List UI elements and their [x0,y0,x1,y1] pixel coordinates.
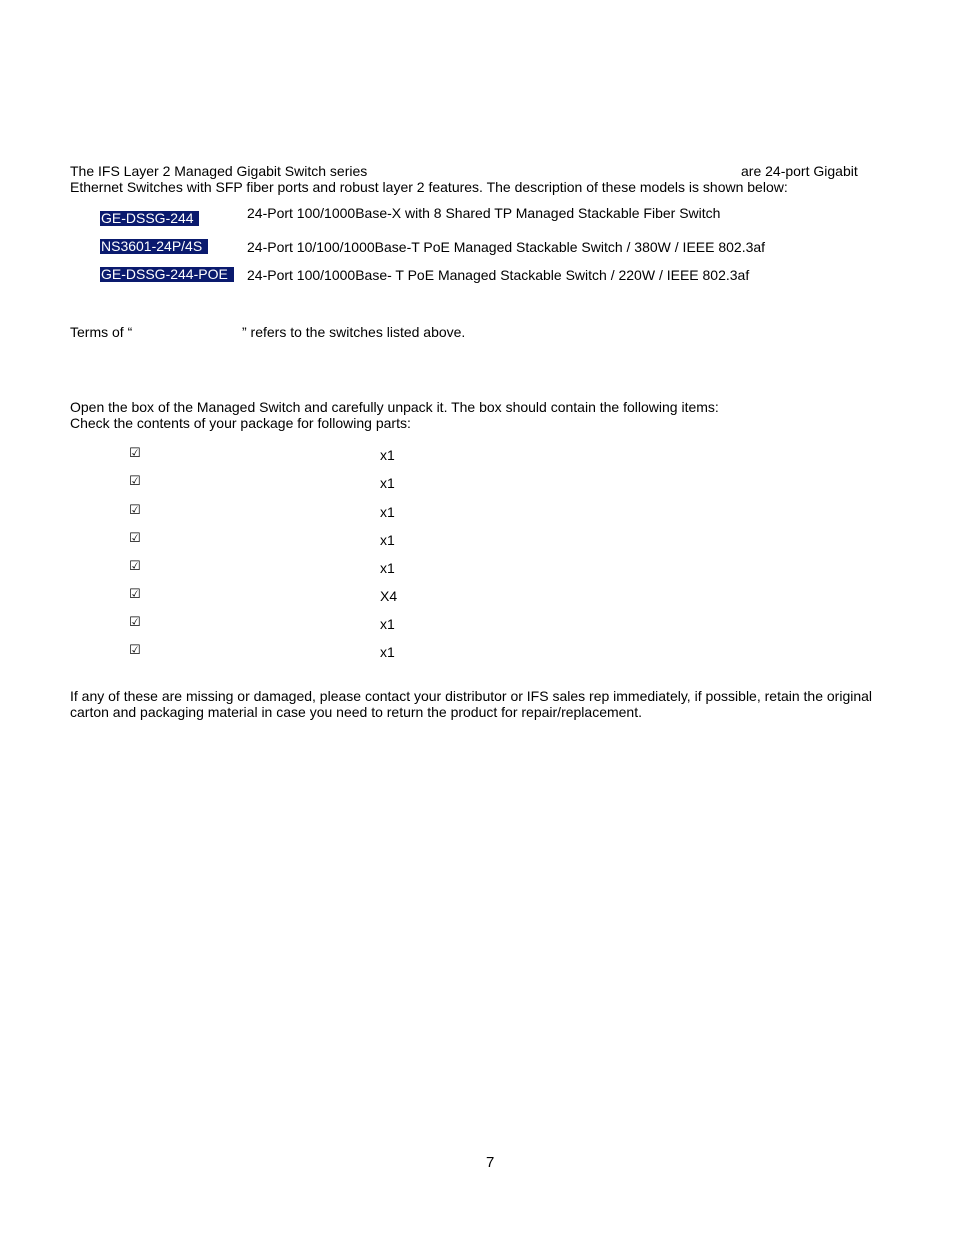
model-description-2: 24-Port 10/100/1000Base-T PoE Managed Stackable Switch / 380W / IEEE 802.3af [247,239,766,255]
intro-line1-left: The IFS Layer 2 Managed Gigabit Switch series [70,163,368,179]
package-line2: Check the contents of your package for following parts: [70,415,411,431]
package-quantity-2: x1 [380,475,395,491]
model-description-1: 24-Port 100/1000Base-X with 8 Shared TP Managed Stackable Fiber Switch [247,205,721,221]
checkbox-checked-icon: ☑ [129,615,141,630]
model-badge-2: NS3601-24P/4S [100,239,208,254]
checkbox-checked-icon: ☑ [129,446,141,461]
checkbox-checked-icon: ☑ [129,559,141,574]
checkbox-checked-icon: ☑ [129,503,141,518]
package-quantity-1: x1 [380,447,395,463]
intro-line2: Ethernet Switches with SFP fiber ports and robust layer 2 features. The description of these models is shown below: [70,179,788,195]
checkbox-checked-icon: ☑ [129,531,141,546]
terms-left: Terms of “ [70,324,133,340]
intro-line1-right: are 24-port Gigabit [741,163,858,179]
package-quantity-5: x1 [380,560,395,576]
missing-line1: If any of these are missing or damaged, please contact your distributor or IFS sales rep immediately, if possible, retain the original [70,688,873,704]
package-quantity-6: X4 [380,588,398,604]
missing-line2: carton and packaging material in case you need to return the product for repair/replacement. [70,704,642,720]
checkbox-checked-icon: ☑ [129,643,141,658]
package-line1: Open the box of the Managed Switch and carefully unpack it. The box should contain the following items: [70,399,719,415]
model-badge-1: GE-DSSG-244 [100,211,199,226]
model-badge-3: GE-DSSG-244-POE [100,267,234,282]
terms-right: ” refers to the switches listed above. [242,324,466,340]
package-quantity-7: x1 [380,616,395,632]
package-quantity-4: x1 [380,532,395,548]
package-quantity-3: x1 [380,504,395,520]
package-quantity-8: x1 [380,644,395,660]
model-description-3: 24-Port 100/1000Base- T PoE Managed Stackable Switch / 220W / IEEE 802.3af [247,267,750,283]
checkbox-checked-icon: ☑ [129,587,141,602]
checkbox-checked-icon: ☑ [129,474,141,489]
page-number: 7 [486,1154,495,1171]
